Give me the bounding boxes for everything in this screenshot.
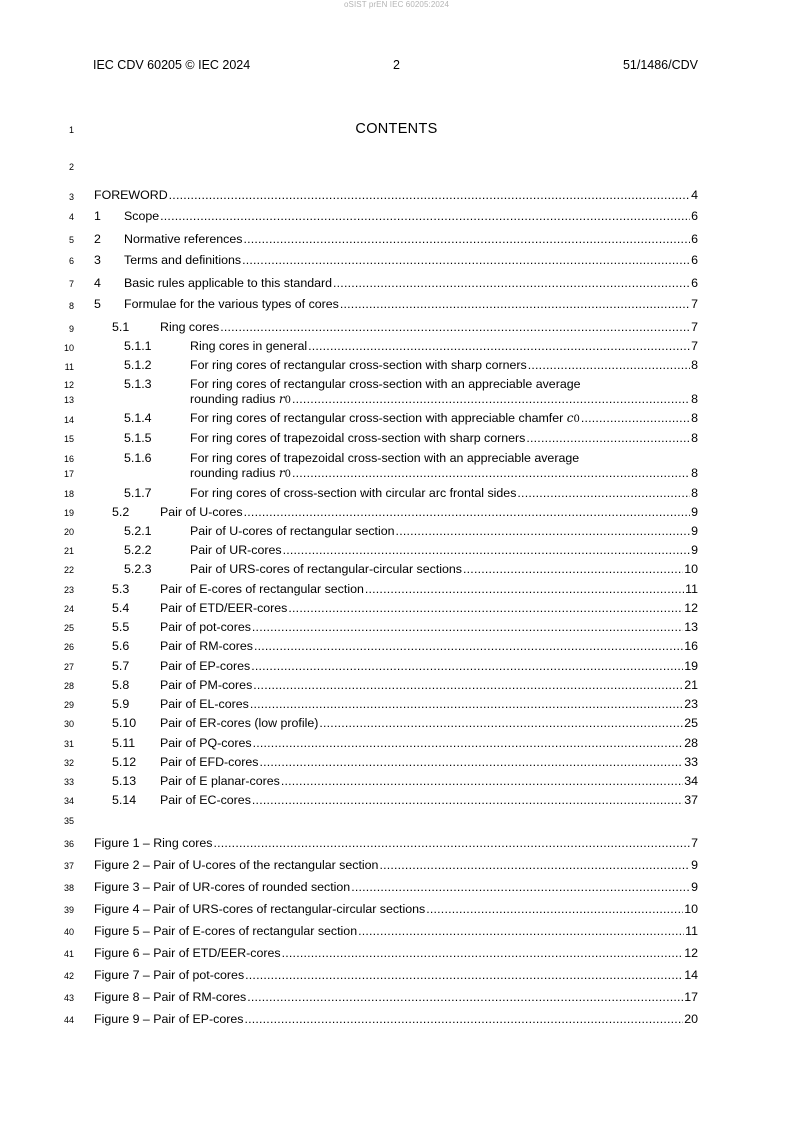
header-page-number: 2 <box>393 58 400 72</box>
line-number: 4 <box>68 212 74 222</box>
toc-entry-number: 5.7 <box>112 659 130 673</box>
toc-entry-text: Pair of EFD-cores <box>160 755 259 769</box>
toc-entry-text: Terms and definitions <box>124 253 242 267</box>
toc-entry-text: Ring cores <box>160 320 220 334</box>
figure-page-number: 11 <box>685 924 698 938</box>
line-number: 2 <box>68 162 74 172</box>
dot-leader <box>340 297 690 312</box>
toc-entry-text: Scope <box>124 209 160 223</box>
line-number: 24 <box>63 604 74 614</box>
dot-leader <box>528 358 690 373</box>
line-number: 30 <box>63 719 74 729</box>
figure-page-number: 9 <box>691 880 698 894</box>
symbol-subscript: 0 <box>284 469 291 480</box>
toc-page-number: 34 <box>684 774 698 788</box>
line-number: 31 <box>63 739 74 749</box>
symbol: r <box>278 392 285 406</box>
line-number: 29 <box>63 700 74 710</box>
figure-page-number: 12 <box>684 946 698 960</box>
toc-entry-section-5-1-4[interactable] <box>94 411 698 427</box>
toc-page-number: 21 <box>684 678 698 692</box>
toc-entry-text: Pair of U-cores <box>160 505 243 519</box>
toc-entry-section-5-1-6[interactable] <box>94 451 698 482</box>
line-number: 27 <box>63 662 74 672</box>
toc-entry-section-4[interactable] <box>94 276 698 291</box>
dot-leader <box>242 253 690 268</box>
dot-leader <box>169 188 690 203</box>
figure-list-entry[interactable] <box>94 968 698 983</box>
toc-page-number: 7 <box>691 339 698 353</box>
line-number: 10 <box>63 343 74 353</box>
toc-entry-number: 5.5 <box>112 620 130 634</box>
line-number: 43 <box>63 993 74 1003</box>
toc-entry-section-5-3[interactable] <box>94 582 698 597</box>
toc-entry-number: 5.14 <box>112 793 137 807</box>
dot-leader <box>358 924 684 939</box>
line-number: 18 <box>63 489 74 499</box>
toc-entry-number: 5.1.5 <box>124 431 152 445</box>
figure-list-entry[interactable] <box>94 946 698 961</box>
toc-entry-section-5-5[interactable] <box>94 620 698 635</box>
toc-entry-text: For ring cores of trapezoidal cross-section with an appreciable average <box>190 451 580 465</box>
dot-leader <box>308 339 690 354</box>
line-number: 5 <box>68 235 74 245</box>
toc-entry-number: 1 <box>94 209 101 223</box>
toc-entry-section-3[interactable] <box>94 253 698 268</box>
toc-entry-number: 5.2.2 <box>124 543 152 557</box>
toc-entry-text: Pair of pot-cores <box>160 620 251 634</box>
line-number: 3 <box>68 192 74 202</box>
toc-entry-text-continued: rounding radius <box>190 466 276 480</box>
toc-entry-number: 5.1.1 <box>124 339 152 353</box>
toc-entry-section-5-7[interactable] <box>94 659 698 674</box>
line-number: 14 <box>63 415 74 425</box>
dot-leader <box>379 858 690 873</box>
toc-page-number: 33 <box>684 755 698 769</box>
toc-page-number: 6 <box>691 253 698 267</box>
toc-page-number: 4 <box>691 188 698 202</box>
figure-entry-text: Figure 1 – Ring cores <box>94 836 213 850</box>
toc-entry-text: For ring cores of rectangular cross-section with appreciable chamfer <box>190 411 564 425</box>
dot-leader <box>244 1012 683 1027</box>
toc-page-number: 8 <box>691 411 698 425</box>
dot-leader <box>319 716 683 731</box>
toc-entry-text-continued: rounding radius <box>190 392 276 406</box>
toc-entry-section-5-2-2[interactable] <box>94 543 698 558</box>
toc-entry-text: Pair of U-cores of rectangular section <box>190 524 395 538</box>
line-number: 37 <box>63 861 74 871</box>
toc-page-number: 9 <box>691 524 698 538</box>
toc-entry-section-5-1-3[interactable] <box>94 377 698 408</box>
dot-leader <box>283 543 691 558</box>
figure-page-number: 20 <box>684 1012 698 1026</box>
figure-entry-text: Figure 8 – Pair of RM-cores <box>94 990 247 1004</box>
toc-entry-number: 5.1 <box>112 320 130 334</box>
toc-entry-text: Formulae for the various types of cores <box>124 297 339 311</box>
toc-entry-section-5-14[interactable] <box>94 793 698 808</box>
header-reference: 51/1486/CDV <box>622 58 698 72</box>
toc-entry-text: Pair of ETD/EER-cores <box>160 601 288 615</box>
line-number: 40 <box>63 927 74 937</box>
toc-entry-section-5-4[interactable] <box>94 601 698 616</box>
toc-entry-number: 3 <box>94 253 101 267</box>
line-number: 7 <box>68 279 74 289</box>
figure-entry-text: Figure 3 – Pair of UR-cores of rounded section <box>94 880 351 894</box>
toc-entry-section-5-9[interactable] <box>94 697 698 712</box>
dot-leader <box>282 946 684 961</box>
toc-page-number: 7 <box>691 297 698 311</box>
toc-entry-section-5-8[interactable] <box>94 678 698 693</box>
dot-leader <box>253 736 684 751</box>
toc-page-number: 28 <box>684 736 698 750</box>
dot-leader <box>351 880 690 895</box>
dot-leader <box>252 793 683 808</box>
line-number: 44 <box>63 1015 74 1025</box>
figure-entry-text: Figure 4 – Pair of URS-cores of rectangular-circular sections <box>94 902 426 916</box>
line-number: 33 <box>63 777 74 787</box>
toc-entry-number: 5.2.3 <box>124 562 152 576</box>
toc-entry-text: Pair of EP-cores <box>160 659 251 673</box>
toc-entry-section-1[interactable] <box>94 209 698 224</box>
figure-page-number: 14 <box>684 968 698 982</box>
symbol-subscript: 0 <box>573 414 580 425</box>
dot-leader <box>213 836 690 851</box>
toc-entry-section-5-6[interactable] <box>94 639 698 654</box>
figure-list-entry[interactable] <box>94 858 698 873</box>
dot-leader <box>333 276 690 291</box>
toc-entry-number: 5.1.3 <box>124 377 152 391</box>
figure-entry-text: Figure 2 – Pair of U-cores of the rectangular section <box>94 858 379 872</box>
line-number: 41 <box>63 949 74 959</box>
figure-page-number: 17 <box>684 990 698 1004</box>
line-number: 28 <box>63 681 74 691</box>
toc-entry-number: 5 <box>94 297 101 311</box>
dot-leader <box>160 209 690 224</box>
toc-entry-number: 5.13 <box>112 774 137 788</box>
toc-entry-foreword[interactable] <box>94 188 698 203</box>
toc-entry-text: Pair of EC-cores <box>160 793 251 807</box>
dot-leader <box>243 232 690 247</box>
line-number: 23 <box>63 585 74 595</box>
line-number: 20 <box>63 527 74 537</box>
toc-entry-section-5-1[interactable] <box>94 320 698 335</box>
toc-entry-text: Pair of E-cores of rectangular section <box>160 582 364 596</box>
toc-entry-text: Pair of UR-cores <box>190 543 282 557</box>
toc-entry-number: 5.10 <box>112 716 137 730</box>
line-number: 38 <box>63 883 74 893</box>
toc-entry-number: 5.1.4 <box>124 411 152 425</box>
line-number: 17 <box>63 469 74 479</box>
symbol: r <box>278 466 285 480</box>
toc-entry-section-5-2-3[interactable] <box>94 562 698 577</box>
toc-entry-number: 5.8 <box>112 678 130 692</box>
toc-entry-number: 5.3 <box>112 582 130 596</box>
toc-entry-text: For ring cores of cross-section with circular arc frontal sides <box>190 486 517 500</box>
toc-entry-number: 4 <box>94 276 101 290</box>
toc-page-number: 6 <box>691 209 698 223</box>
toc-entry-text: Pair of PM-cores <box>160 678 253 692</box>
toc-entry-section-5-2[interactable] <box>94 505 698 520</box>
dot-leader <box>244 505 690 520</box>
line-number: 8 <box>68 301 74 311</box>
toc-entry-text: For ring cores of rectangular cross-section with an appreciable average <box>190 377 581 391</box>
line-number: 22 <box>63 565 74 575</box>
line-number: 32 <box>63 758 74 768</box>
dot-leader <box>517 486 690 501</box>
toc-entry-number: 5.12 <box>112 755 137 769</box>
dot-leader <box>245 968 683 983</box>
dot-leader <box>251 659 683 674</box>
toc-entry-text: Ring cores in general <box>190 339 308 353</box>
line-number: 15 <box>63 434 74 444</box>
toc-entry-number: 5.4 <box>112 601 130 615</box>
dot-leader <box>292 392 690 407</box>
figure-page-number: 9 <box>691 858 698 872</box>
toc-entry-number: 5.1.6 <box>124 451 152 465</box>
line-number: 13 <box>63 395 74 405</box>
dot-leader <box>365 582 684 597</box>
toc-entry-number: 5.9 <box>112 697 130 711</box>
figure-list-entry[interactable] <box>94 924 698 939</box>
figure-list-entry[interactable] <box>94 880 698 895</box>
toc-entry-section-2[interactable] <box>94 232 698 247</box>
toc-entry-section-5-10[interactable] <box>94 716 698 731</box>
line-number: 34 <box>63 796 74 806</box>
line-number: 42 <box>63 971 74 981</box>
figure-entry-text: Figure 7 – Pair of pot-cores <box>94 968 245 982</box>
dot-leader <box>581 411 690 426</box>
toc-entry-number: 5.2 <box>112 505 130 519</box>
toc-entry-text: For ring cores of trapezoidal cross-section with sharp corners <box>190 431 526 445</box>
header-document-id: IEC CDV 60205 © IEC 2024 <box>93 58 251 72</box>
toc-entry-text: Pair of EL-cores <box>160 697 249 711</box>
toc-page-number: 8 <box>691 392 698 406</box>
figure-list-entry[interactable] <box>94 836 698 851</box>
line-number: 36 <box>63 839 74 849</box>
toc-entry-section-5-1-2[interactable] <box>94 358 698 373</box>
watermark: oSIST prEN IEC 60205:2024 <box>343 0 450 9</box>
line-number: 11 <box>64 362 74 372</box>
dot-leader <box>526 431 690 446</box>
line-number: 25 <box>63 623 74 633</box>
toc-entry-text: Pair of RM-cores <box>160 639 253 653</box>
page-title: CONTENTS <box>355 121 438 137</box>
toc-entry-section-5[interactable] <box>94 297 698 312</box>
figure-entry-text: Figure 5 – Pair of E-cores of rectangular section <box>94 924 358 938</box>
toc-page-number: 9 <box>691 543 698 557</box>
toc-entry-number: 5.1.7 <box>124 486 152 500</box>
toc-page-number: 8 <box>691 431 698 445</box>
toc-entry-text: Pair of PQ-cores <box>160 736 252 750</box>
line-number: 26 <box>63 642 74 652</box>
toc-entry-text: Pair of ER-cores (low profile) <box>160 716 319 730</box>
figure-entry-text: Figure 9 – Pair of EP-cores <box>94 1012 244 1026</box>
dot-leader <box>281 774 683 789</box>
figure-list-entry[interactable] <box>94 902 698 917</box>
toc-entry-number: 5.6 <box>112 639 130 653</box>
toc-page-number: 13 <box>684 620 698 634</box>
toc-entry-number: 5.11 <box>112 736 136 750</box>
dot-leader <box>250 697 683 712</box>
toc-entry-text: Normative references <box>124 232 243 246</box>
line-number: 39 <box>63 905 74 915</box>
toc-page-number: 16 <box>684 639 698 653</box>
toc-entry-number: 5.2.1 <box>124 524 152 538</box>
dot-leader <box>253 678 683 693</box>
line-number: 6 <box>68 256 74 266</box>
line-number: 21 <box>63 546 74 556</box>
toc-page-number: 37 <box>684 793 698 807</box>
dot-leader <box>426 902 683 917</box>
toc-entry-section-5-1-1[interactable] <box>94 339 698 354</box>
toc-entry-section-5-13[interactable] <box>94 774 698 789</box>
toc-entry-text: Pair of URS-cores of rectangular-circular sections <box>190 562 463 576</box>
toc-page-number: 7 <box>691 320 698 334</box>
figure-page-number: 7 <box>691 836 698 850</box>
toc-page-number: 8 <box>691 486 698 500</box>
toc-page-number: 6 <box>691 276 698 290</box>
toc-entry-text: For ring cores of rectangular cross-section with sharp corners <box>190 358 527 372</box>
dot-leader <box>247 990 683 1005</box>
toc-entry-section-5-1-7[interactable] <box>94 486 698 501</box>
figure-list-entry[interactable] <box>94 990 698 1005</box>
line-number: 9 <box>68 324 74 334</box>
line-number: 19 <box>63 508 74 518</box>
toc-entry-number: 5.1.2 <box>124 358 152 372</box>
dot-leader <box>288 601 683 616</box>
toc-page-number: 25 <box>684 716 698 730</box>
toc-entry-section-5-1-5[interactable] <box>94 431 698 446</box>
toc-page-number: 8 <box>691 466 698 480</box>
toc-entry-section-5-2-1[interactable] <box>94 524 698 539</box>
symbol: c <box>566 411 574 425</box>
toc-page-number: 12 <box>684 601 698 615</box>
toc-page-number: 9 <box>691 505 698 519</box>
toc-entry-text: Basic rules applicable to this standard <box>124 276 333 290</box>
figure-list-entry[interactable] <box>94 1012 698 1027</box>
line-number: 16 <box>63 454 74 464</box>
dot-leader <box>463 562 683 577</box>
toc-page-number: 11 <box>685 582 698 596</box>
toc-entry-text: FOREWORD <box>94 188 168 202</box>
toc-page-number: 23 <box>684 697 698 711</box>
toc-page-number: 10 <box>684 562 698 576</box>
dot-leader <box>292 466 690 481</box>
toc-entry-section-5-12[interactable] <box>94 755 698 770</box>
toc-page-number: 19 <box>684 659 698 673</box>
figure-page-number: 10 <box>684 902 698 916</box>
toc-entry-text: Pair of E planar-cores <box>160 774 280 788</box>
dot-leader <box>252 620 683 635</box>
figure-entry-text: Figure 6 – Pair of ETD/EER-cores <box>94 946 281 960</box>
line-number: 12 <box>63 380 74 390</box>
line-number: 1 <box>68 125 74 135</box>
dot-leader <box>220 320 690 335</box>
dot-leader <box>396 524 691 539</box>
toc-page-number: 6 <box>691 232 698 246</box>
toc-page-number: 8 <box>691 358 698 372</box>
dot-leader <box>254 639 683 654</box>
dot-leader <box>259 755 683 770</box>
symbol-subscript: 0 <box>284 395 291 406</box>
line-number: 35 <box>63 816 74 826</box>
toc-entry-number: 2 <box>94 232 101 246</box>
toc-entry-section-5-11[interactable] <box>94 736 698 751</box>
